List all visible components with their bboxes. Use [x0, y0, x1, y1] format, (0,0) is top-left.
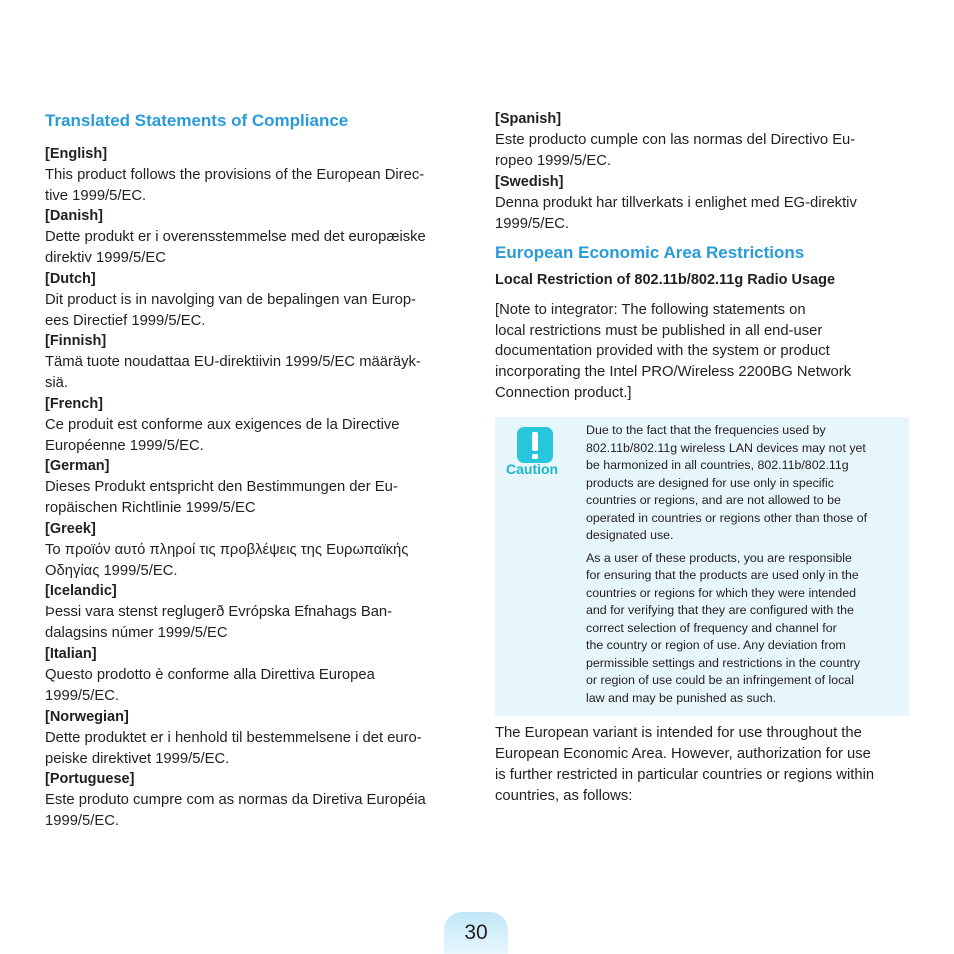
statement-line: Denna produkt har tillverkats i enlighet med EG-direktiv	[495, 195, 857, 211]
lang-label-dutch: [Dutch]	[45, 271, 96, 287]
caution-line: countries or regions, and are not allowed to be	[586, 493, 841, 507]
footer-line: The European variant is intended for use throughout the	[495, 725, 862, 741]
note-line: documentation provided with the system or product	[495, 343, 830, 359]
caution-line: operated in countries or regions other than those of	[586, 511, 868, 525]
statement-line: Este produto cumpre com as normas da Diretiva Européia	[45, 792, 426, 808]
note-line: local restrictions must be published in all end-user	[495, 323, 823, 339]
lang-label-spanish: [Spanish]	[495, 111, 562, 127]
caution-line: countries or regions for which they were intended	[586, 586, 856, 600]
statement-line: Dette produktet er i henhold til bestemmelsene i det euro-	[45, 730, 422, 746]
lang-label-greek: [Greek]	[45, 521, 96, 537]
statement-line: Dette produkt er i overensstemmelse med det europæiske	[45, 229, 426, 245]
lang-label-portuguese: [Portuguese]	[45, 771, 135, 787]
lang-label-norwegian: [Norwegian]	[45, 709, 129, 725]
note-line: Connection product.]	[495, 385, 632, 401]
section-heading-compliance: Translated Statements of Compliance	[45, 111, 349, 130]
caution-box	[495, 417, 909, 716]
page-number: 30	[464, 921, 488, 944]
lang-label-italian: [Italian]	[45, 646, 97, 662]
section-heading-eea: European Economic Area Restrictions	[495, 243, 805, 262]
caution-line: law and may be punished as such.	[586, 691, 777, 705]
statement-line: direktiv 1999/5/EC	[45, 250, 166, 266]
statement-line: ropeo 1999/5/EC.	[495, 153, 611, 169]
subheading-radio-usage: Local Restriction of 802.11b/802.11g Radio Usage	[495, 272, 836, 288]
caution-line: products are designed for use only in specific	[586, 476, 834, 490]
lang-label-english: [English]	[45, 146, 108, 162]
footer-line: is further restricted in particular countries or regions within	[495, 767, 875, 783]
caution-label: Caution	[506, 461, 559, 477]
caution-line: or region of use could be an infringement of local	[586, 673, 854, 687]
statement-line: Ce produit est conforme aux exigences de la Directive	[45, 417, 400, 433]
lang-label-swedish: [Swedish]	[495, 174, 564, 190]
caution-line: be harmonized in all countries, 802.11b/802.11g	[586, 458, 849, 472]
exclamation-icon	[517, 427, 553, 463]
lang-label-icelandic: [Icelandic]	[45, 583, 117, 599]
statement-line: Οδηγίας 1999/5/EC.	[45, 563, 178, 579]
caution-line: Due to the fact that the frequencies used by	[586, 423, 826, 437]
caution-line: correct selection of frequency and channel for	[586, 621, 837, 635]
page-number-tab	[444, 912, 508, 954]
statement-line: dalagsins númer 1999/5/EC	[45, 625, 228, 641]
statement-line: ropäischen Richtlinie 1999/5/EC	[45, 500, 256, 516]
statement-line: This product follows the provisions of the European Direc-	[45, 167, 425, 183]
statement-line: peiske direktivet 1999/5/EC.	[45, 751, 230, 767]
caution-line: permissible settings and restrictions in the country	[586, 656, 861, 670]
statement-line: Européenne 1999/5/EC.	[45, 438, 204, 454]
note-line: incorporating the Intel PRO/Wireless 2200BG Network	[495, 364, 852, 380]
statement-line: tive 1999/5/EC.	[45, 188, 147, 204]
caution-line: designated use.	[586, 528, 674, 542]
statement-line: Este producto cumple con las normas del Directivo Eu-	[495, 132, 856, 148]
statement-line: Questo prodotto è conforme alla Direttiva Europea	[45, 667, 375, 683]
statement-line: Tämä tuote noudattaa EU-direktiivin 1999/5/EC määräyk-	[45, 354, 421, 370]
caution-line: 802.11b/802.11g wireless LAN devices may not yet	[586, 441, 866, 455]
caution-line: the country or region of use. Any deviation from	[586, 638, 846, 652]
statement-line: ees Directief 1999/5/EC.	[45, 313, 206, 329]
statement-line: Þessi vara stenst reglugerð Evrópska Efnahags Ban-	[45, 604, 393, 620]
statement-line: 1999/5/EC.	[495, 216, 570, 232]
footer-line: countries, as follows:	[495, 788, 633, 804]
caution-line: As a user of these products, you are responsible	[586, 551, 852, 565]
note-line: [Note to integrator: The following statements on	[495, 302, 806, 318]
statement-line: siä.	[45, 375, 69, 391]
lang-label-german: [German]	[45, 458, 110, 474]
caution-line: for ensuring that the products are used only in the	[586, 568, 859, 582]
lang-label-french: [French]	[45, 396, 103, 412]
statement-line: Dieses Produkt entspricht den Bestimmungen der Eu-	[45, 479, 398, 495]
statement-line: 1999/5/EC.	[45, 813, 120, 829]
caution-line: and for verifying that they are configured with the	[586, 603, 854, 617]
lang-label-finnish: [Finnish]	[45, 333, 107, 349]
statement-line: Dit product is in navolging van de bepalingen van Europ-	[45, 292, 416, 308]
statement-line: Το προϊόν αυτό πληροί τις προβλέψεις της Ευρωπαϊκής	[45, 542, 409, 558]
statement-line: 1999/5/EC.	[45, 688, 120, 704]
lang-label-danish: [Danish]	[45, 208, 103, 224]
footer-line: European Economic Area. However, authorization for use	[495, 746, 871, 762]
